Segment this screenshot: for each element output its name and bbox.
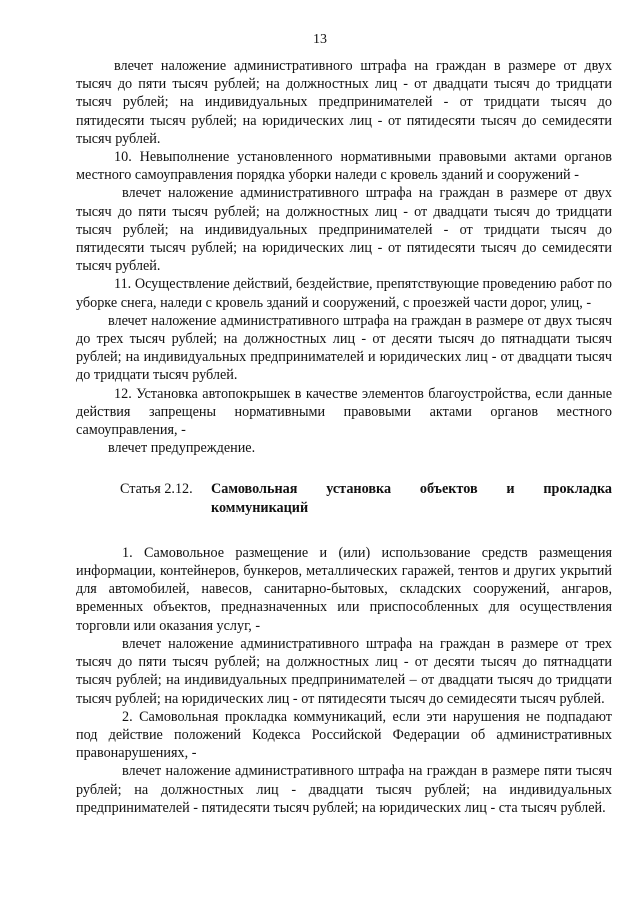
clause-1: 1. Самовольное размещение и (или) использование средств размещения информации, контейнеров, бункеров, металлических гаражей, тентов и других укрытий для автомобилей, навесов, санитарно-бытовых, складских сооружений, ангаров, временных объектов, предназначенных или приспособленных для осуществления торговли или оказания услуг, - <box>76 544 612 634</box>
article-heading <box>76 480 612 516</box>
penalty-paragraph: влечет предупреждение. <box>108 440 256 457</box>
clause-10: 10. Невыполнение установленного нормативными правовыми актами органов местного самоуправления порядка уборки наледи с кровель зданий и сооружений - <box>76 149 612 184</box>
article-title-line: Самовольная установка объектов и прокладка <box>211 481 612 498</box>
penalty-paragraph: влечет наложение административного штрафа на граждан в размере от трех тысяч до пяти тысяч рублей; на должностных лиц - от десяти тысяч до пятнадцати тысяч рублей; на индивидуальных предпринимателей – от двадцати тысяч до тридцати тысяч рублей; на юридических лиц - от пятидесяти тысяч до семидесяти тысяч рублей. <box>76 635 612 707</box>
article-number: Статья 2.12. <box>120 481 193 498</box>
clause-2: 2. Самовольная прокладка коммуникаций, если эти нарушения не подпадают под действие положений Кодекса Российской Федерации об административных правонарушениях, - <box>76 708 612 762</box>
document-body <box>76 57 612 817</box>
penalty-paragraph: влечет наложение административного штрафа на граждан в размере пяти тысяч рублей; на должностных лиц - двадцати тысяч рублей; на индивидуальных предпринимателей - пятидесяти тысяч рублей; на юридических лиц - ста тысяч рублей. <box>76 763 612 816</box>
penalty-paragraph: влечет наложение административного штрафа на граждан в размере от двух тысяч до пяти тысяч рублей; на должностных лиц - от двадцати тысяч до тридцати тысяч рублей; на индивидуальных предпринимателей - от тридцати тысяч до пятидесяти тысяч рублей; на юридических лиц - от пятидесяти тысяч до семидесяти тысяч рублей. <box>76 58 612 147</box>
article-title <box>211 480 612 516</box>
clause-12: 12. Установка автопокрышек в качестве элементов благоустройства, если данные действия запрещены нормативными правовыми актами органов местного самоуправления, - <box>76 385 612 439</box>
page-number: 13 <box>313 32 327 47</box>
penalty-paragraph: влечет наложение административного штрафа на граждан в размере от двух тысяч до пяти тысяч рублей; на должностных лиц - от двадцати тысяч до тридцати тысяч рублей; на индивидуальных предпринимателей - от тридцати тысяч до пятидесяти тысяч рублей; на юридических лиц - от пятидесяти тысяч до семидесяти тысяч рублей. <box>76 185 612 275</box>
penalty-paragraph: влечет наложение административного штрафа на граждан в размере от двух тысяч до трех тысяч рублей; на должностных лиц - от десяти тысяч до пятнадцати тысяч рублей; на индивидуальных предпринимателей и юридических лиц - от двадцати тысяч до тридцати тысяч рублей. <box>76 312 612 384</box>
clause-11: 11. Осуществление действий, бездействие, препятствующие проведению работ по уборке снега, наледи с кровель зданий и сооружений, с проезжей части дорог, улиц, - <box>76 276 612 311</box>
article-title-line: коммуникаций <box>211 499 309 516</box>
